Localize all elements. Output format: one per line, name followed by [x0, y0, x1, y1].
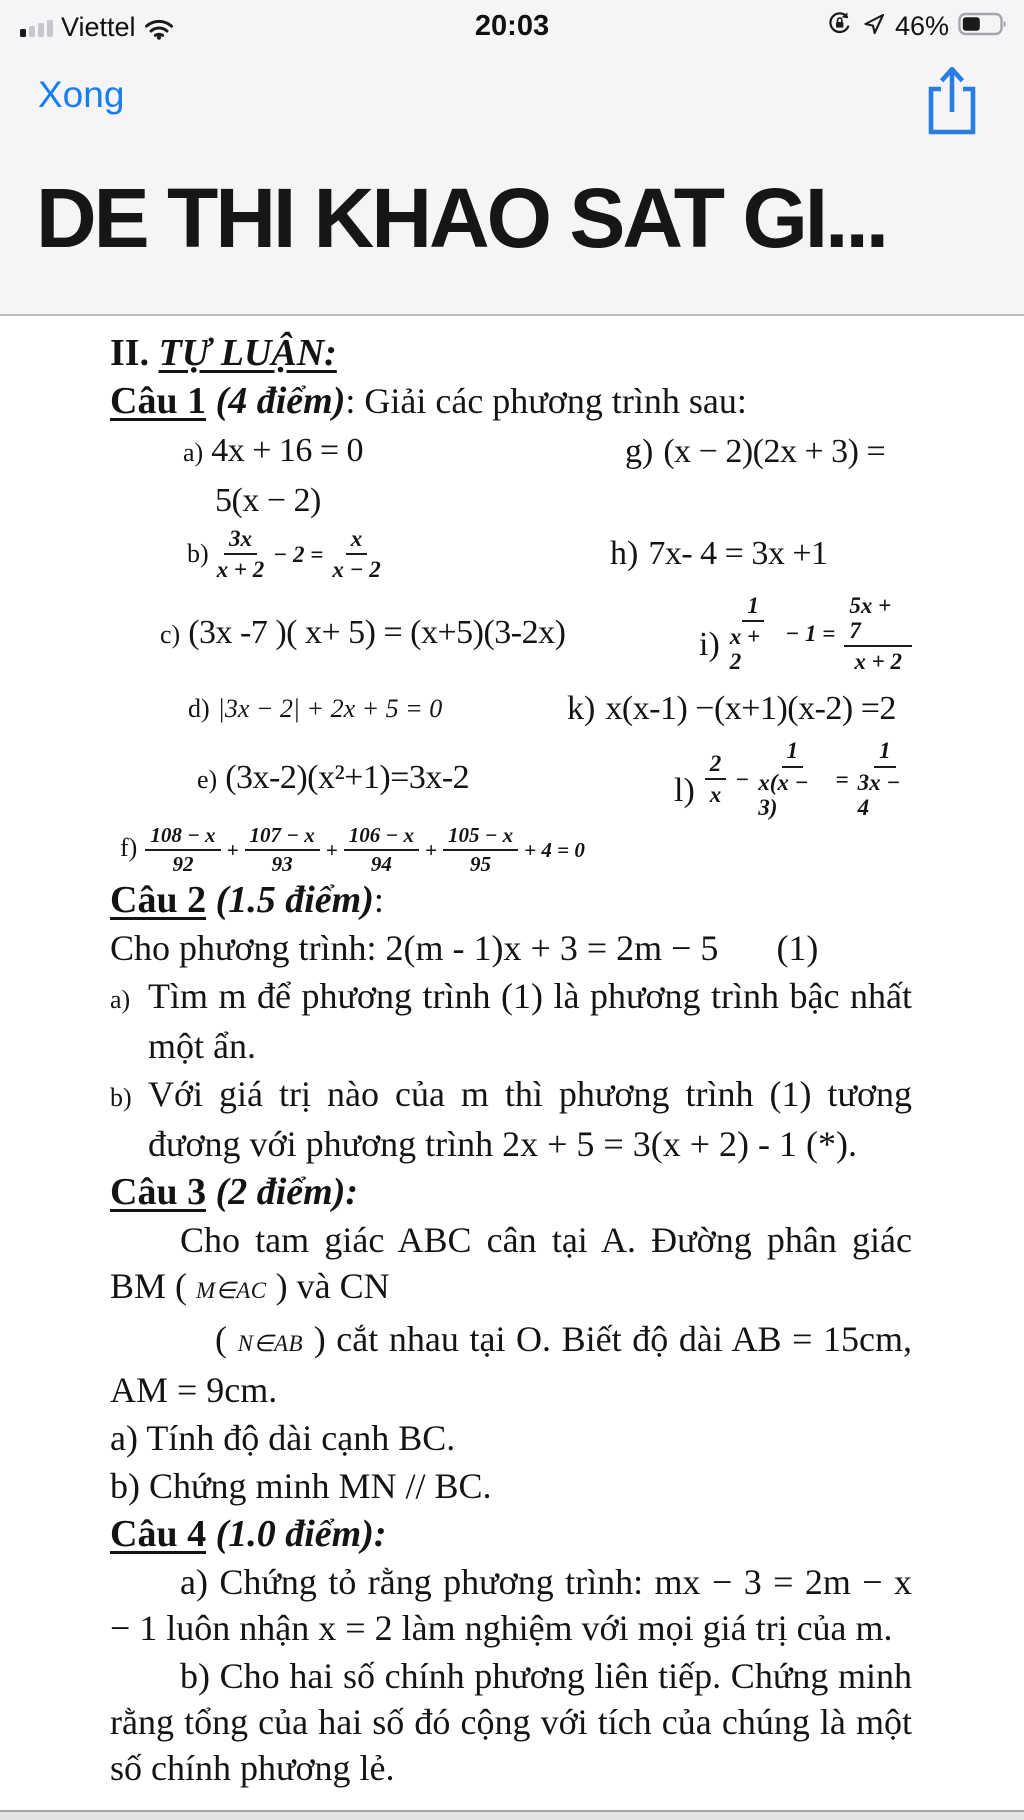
math-m-in-ac: M∈AC: [196, 1277, 267, 1303]
document-scroll-area[interactable]: [0, 316, 1024, 1808]
equation-c-body: (3x -7 )( x+ 5) = (x+5)(3-2x): [188, 613, 566, 651]
section-title: TỰ LUẬN:: [158, 332, 337, 374]
cau1-row-5: [110, 686, 912, 732]
cau1-row-6: [110, 738, 912, 820]
cau1-row-3: [110, 526, 912, 583]
section-heading: [110, 330, 912, 376]
equation-e-label: e): [197, 765, 218, 795]
math-n-in-ab: N∈AB: [237, 1330, 304, 1356]
cau4-title: Câu 4: [110, 1512, 207, 1555]
rotation-lock-icon: [826, 10, 853, 42]
equation-a-body: 4x + 16 = 0: [211, 432, 364, 469]
equation-h: [610, 531, 828, 577]
equation-e-body: (3x-2)(x²+1)=3x-2: [225, 759, 470, 797]
equation-k-label: k): [567, 690, 596, 728]
battery-icon: [958, 12, 1008, 41]
cau2-intro: Cho phương trình: 2(m - 1)x + 3 = 2m − 5 (1): [110, 927, 819, 968]
clock: 20:03: [474, 10, 550, 42]
equation-g-continuation: 5(x − 2): [215, 482, 321, 519]
equation-a: [183, 428, 363, 476]
equation-l: l) $\frac{2}{x}$ − $\frac{1}{x(x - 3)}$ = $\frac{1}{3x - 4}$: [674, 738, 912, 820]
equation-h-body: 7x- 4 = 3x +1: [648, 535, 828, 573]
equation-f: f) $\frac{108 - x}{92}$ + $\frac{107 - x}{93}$ + $\frac{106 - x}{94}$ + $\frac{105 - x}{95}$ + 4 = 0: [120, 823, 585, 877]
battery-percent: 46%: [894, 10, 949, 41]
cau2-item-a-label: a): [110, 984, 131, 1014]
equation-k: [567, 686, 896, 732]
cau1-heading: [110, 378, 912, 424]
fraction: $\frac{3x}{x + 2}$: [216, 526, 265, 583]
fraction: $\frac{x}{x - 2}$: [332, 526, 381, 583]
cau1-row-4: [110, 593, 912, 675]
equation-a-label: a): [183, 438, 204, 467]
fraction: $\frac{1}{3x - 4}$: [857, 738, 901, 821]
viewer-chrome: [0, 0, 1024, 316]
cau2-item-b-label: b): [110, 1082, 132, 1112]
fraction: $\frac{5x + 7}{x + 2}$: [844, 593, 912, 675]
document-title: DE THI KHAO SAT GI...: [36, 176, 887, 260]
section-number: II.: [110, 332, 159, 374]
equation-g: [625, 429, 885, 475]
equation-i: i) $\frac{1}{x + 2}$ − 1 = $\frac{5x + 7}{x + 2}$: [699, 593, 912, 675]
fraction: $\frac{106 - x}{94}$: [344, 824, 419, 876]
equation-d-label: d): [188, 694, 210, 724]
fraction: $\frac{2}{x}$: [705, 751, 727, 808]
cau1-title: Câu 1: [110, 380, 207, 422]
cau2-heading: Câu 2 (1.5 điểm):: [110, 878, 384, 921]
cau2-title: Câu 2: [110, 878, 207, 921]
bottom-toolbar-edge: [0, 1810, 1024, 1820]
location-icon: [862, 12, 886, 41]
equation-i-label: i): [699, 626, 720, 664]
nav-bar: [0, 56, 1024, 134]
cau1-row-1: [110, 428, 912, 476]
fraction: $\frac{1}{x(x - 3)}$: [758, 738, 809, 821]
equation-d-body: |3x − 2| + 2x + 5 = 0: [217, 694, 443, 724]
equation-g-label: g): [625, 433, 654, 470]
equation-c-label: c): [160, 619, 181, 649]
cau4-heading: [110, 1511, 912, 1557]
equation-h-label: h): [610, 535, 639, 573]
cau4-item-a: a) Chứng tỏ rằng phương trình: mx − 3 = 2m − x − 1 luôn nhận x = 2 làm nghiệm với mọi giá trị của m.: [110, 1561, 912, 1648]
cau3-points: (2 điểm):: [206, 1170, 359, 1213]
cau4-points: (1.0 điểm):: [206, 1512, 387, 1555]
cau3-para-2: ( N∈AB ) cắt nhau tại O. Biết độ dài AB = 15cm, AM = 9cm.: [110, 1318, 912, 1410]
cau1-row-2: [110, 478, 912, 524]
equation-g-body: (x − 2)(2x + 3) =: [663, 433, 886, 470]
status-bar: [0, 0, 1024, 56]
cau3-title: Câu 3: [110, 1170, 207, 1213]
done-button[interactable]: Xong: [38, 74, 125, 115]
cau1-points: (4 điểm): [206, 380, 346, 422]
equation-b-label: b): [187, 538, 209, 568]
equation-l-label: l): [674, 772, 695, 810]
equation-k-body: x(x-1) −(x+1)(x-2) =2: [605, 690, 896, 728]
cau2-item-b: b) Với giá trị nào của m thì phương trình (1) tương đương với phương trình 2x + 5 = 3(x + 2) - 1 (*).: [110, 1073, 912, 1164]
equation-b: b) $\frac{3x}{x + 2}$ − 2 = $\frac{x}{x - 2}$: [187, 526, 381, 583]
cau2-item-a: a) Tìm m để phương trình (1) là phương trình bậc nhất một ẩn.: [110, 975, 912, 1066]
cau1-desc: : Giải các phương trình sau:: [345, 381, 747, 421]
equation-e: [197, 755, 469, 803]
fraction: $\frac{107 - x}{93}$: [245, 824, 320, 876]
cau3-item-a: a) Tính độ dài cạnh BC.: [110, 1417, 456, 1458]
cau3-item-b: b) Chứng minh MN // BC.: [110, 1465, 492, 1506]
equation-c: [160, 610, 565, 658]
cau3-heading: [110, 1169, 912, 1215]
cau2-points: (1.5 điểm): [206, 878, 374, 921]
equation-f-label: f): [120, 832, 138, 862]
carrier-name: Viettel: [61, 12, 136, 42]
fraction: $\frac{108 - x}{92}$: [145, 824, 220, 876]
equation-d: [188, 686, 442, 732]
cau3-para-1: Cho tam giác ABC cân tại A. Đường phân giác BM ( M∈AC ) và CN: [110, 1219, 912, 1306]
cau1-row-7: [110, 824, 912, 876]
fraction: $\frac{105 - x}{95}$: [443, 824, 518, 876]
cau4-item-b: b) Cho hai số chính phương liên tiếp. Chứng minh rằng tổng của hai số đó cộng với tích của chúng là một số chính phương lẻ.: [110, 1655, 912, 1788]
fraction: $\frac{1}{x + 2}$: [730, 593, 777, 675]
equation-tag-1: (1): [776, 927, 819, 968]
status-right: [826, 10, 1008, 42]
share-button[interactable]: [922, 62, 982, 140]
